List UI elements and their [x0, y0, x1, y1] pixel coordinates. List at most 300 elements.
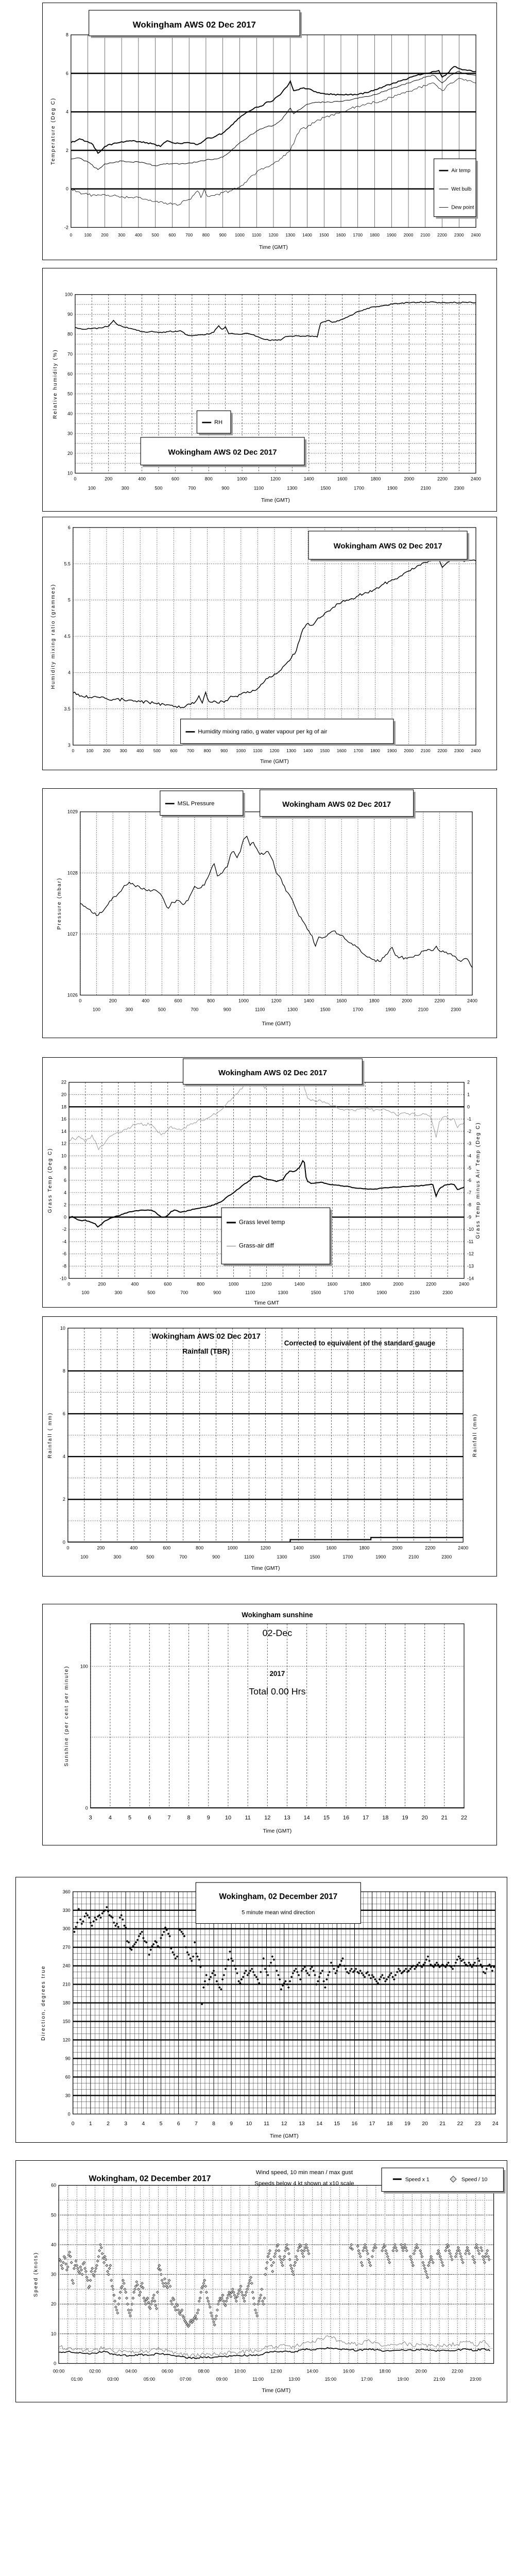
x-tick-label: 1900	[385, 1007, 396, 1012]
x-tick-label: 2200	[425, 1545, 436, 1551]
x-tick-label: 23	[474, 2121, 481, 2127]
x-tick-label: 800	[203, 748, 211, 754]
x-tick-label: 1700	[353, 748, 364, 754]
temperature-chart	[43, 3, 496, 259]
y2-axis-title: Rainfall (mm)	[472, 1413, 478, 1458]
x-tick-label: 2200	[437, 232, 447, 238]
x-tick-label: 1400	[302, 232, 312, 238]
y-tick-label: 1029	[67, 809, 78, 815]
series-speed-x-1	[59, 2348, 490, 2359]
chart-panel-grass-temperature	[42, 1057, 497, 1308]
x-tick-label: 2400	[470, 476, 481, 482]
x-tick-label: 800	[196, 1545, 204, 1551]
legend-label: Speed / 10	[461, 2177, 488, 2183]
chart-box	[197, 411, 231, 433]
chart-panel-sunshine	[42, 1604, 497, 1845]
y2-tick-label: -11	[467, 1239, 474, 1244]
x-tick-label: 1500	[311, 1290, 321, 1296]
x-tick-label: 1300	[286, 748, 296, 754]
x-tick-label: 11	[264, 2121, 269, 2127]
x-tick-label: 1600	[336, 998, 347, 1004]
y-tick-label: 20	[67, 450, 73, 456]
x-tick-label: 400	[134, 232, 142, 238]
x-tick-label: 200	[97, 1545, 105, 1551]
y-tick-label: 6	[67, 524, 71, 530]
y-tick-label: 8	[65, 32, 68, 38]
x-tick-label: 12:00	[270, 2368, 282, 2374]
y-tick-label: 10	[67, 470, 73, 476]
x-tick-label: 1400	[303, 476, 314, 482]
x-tick-label: 14	[316, 2121, 322, 2127]
y2-tick-label: -6	[467, 1178, 472, 1183]
x-tick-label: 1000	[236, 748, 246, 754]
x-tick-label: 100	[80, 1554, 89, 1560]
x-tick-label: 1300	[277, 1554, 287, 1560]
chart-panel-relative-humidity	[42, 268, 497, 512]
x-tick-label: 900	[213, 1290, 221, 1296]
x-tick-label: 100	[93, 1007, 100, 1012]
y2-tick-label: -13	[467, 1263, 474, 1269]
x-tick-label: 1900	[387, 748, 397, 754]
x-tick-label: 2100	[420, 232, 431, 238]
x-tick-label: 800	[197, 1281, 205, 1287]
x-tick-label: 22:00	[452, 2368, 464, 2374]
y-tick-label: 6	[63, 1178, 66, 1183]
y-tick-label: 50	[51, 2212, 57, 2218]
y-tick-label: 5.5	[64, 561, 71, 567]
y-tick-label: 22	[61, 1079, 66, 1085]
humidity-mixing-ratio-chart	[43, 517, 496, 769]
legend-label: Grass-air diff	[238, 1242, 274, 1249]
grass-temperature-chart	[43, 1058, 496, 1307]
x-tick-label: 600	[163, 1545, 171, 1551]
y-tick-label: 20	[61, 1092, 66, 1097]
x-tick-label: 21:00	[433, 2377, 445, 2382]
x-tick-label: 16:00	[342, 2368, 355, 2374]
y-axis-title: Humidity mixing ratio (grammes)	[50, 583, 57, 689]
x-tick-label: 22	[457, 2121, 464, 2127]
x-tick-label: 100	[88, 485, 96, 491]
y2-tick-label: -4	[467, 1153, 472, 1159]
y-tick-label: 330	[62, 1907, 71, 1913]
x-tick-label: 10:00	[234, 2368, 246, 2374]
series-humidity-mixing-ratio-g-water-vapour-per-kg-of-air	[73, 555, 476, 707]
y2-tick-label: -5	[467, 1165, 472, 1171]
x-tick-label: 1200	[268, 232, 279, 238]
y-tick-label: 30	[51, 2272, 57, 2277]
x-tick-label: 19:00	[397, 2377, 409, 2382]
y-tick-label: 4	[65, 109, 68, 115]
x-tick-label: 17	[369, 2121, 375, 2127]
x-tick-label: 200	[102, 748, 111, 754]
y-tick-label: 0	[54, 2361, 57, 2366]
x-tick-label: 300	[119, 748, 127, 754]
x-tick-label: 06:00	[161, 2368, 174, 2374]
x-tick-label: 13	[284, 1815, 290, 1821]
x-tick-label: 18	[382, 1815, 389, 1821]
x-tick-label: 100	[84, 232, 92, 238]
y-axis-title: Rainfall ( mm)	[47, 1412, 54, 1459]
x-tick-label: 900	[219, 232, 227, 238]
x-tick-label: 1500	[310, 1554, 320, 1560]
legend-label: RH	[214, 419, 222, 426]
x-tick-label: 2100	[418, 1007, 428, 1012]
x-tick-label: 10	[246, 2121, 252, 2127]
series-msl-pressure	[80, 836, 472, 968]
x-tick-label: 2300	[441, 1554, 452, 1560]
x-tick-label: 19	[404, 2121, 410, 2127]
x-tick-label: 500	[158, 1007, 166, 1012]
x-tick-label: 15:00	[324, 2377, 337, 2382]
x-tick-label: 1100	[244, 1554, 254, 1560]
x-tick-label: 2300	[454, 232, 464, 238]
x-tick-label: 2200	[434, 998, 445, 1004]
y-tick-label: -10	[60, 1276, 66, 1281]
y-tick-label: 1026	[67, 992, 78, 998]
x-tick-label: 2000	[393, 1281, 404, 1287]
x-tick-label: 02:00	[89, 2368, 101, 2374]
y-tick-label: 4.5	[64, 634, 71, 639]
x-tick-label: 1800	[370, 748, 380, 754]
relative-humidity-chart	[43, 268, 496, 511]
box-text: Wokingham AWS 02 Dec 2017	[168, 448, 277, 457]
x-tick-label: 15	[334, 2121, 340, 2127]
y-tick-label: 60	[65, 2074, 71, 2080]
x-tick-label: 20	[421, 1815, 428, 1821]
x-tick-label: 1500	[320, 748, 330, 754]
y-tick-label: 90	[65, 2056, 71, 2061]
y-tick-label: -4	[62, 1239, 66, 1244]
y-tick-label: 2	[63, 1202, 66, 1208]
x-tick-label: 900	[212, 1554, 220, 1560]
x-tick-label: 17:00	[361, 2377, 373, 2382]
x-tick-label: 11:00	[252, 2377, 264, 2382]
y-tick-label: 0	[85, 1805, 88, 1811]
y-tick-label: 0	[63, 1214, 66, 1220]
x-axis-title: Time (GMT)	[262, 2388, 291, 2394]
series-speed-10	[58, 2243, 490, 2327]
y2-tick-label: 0	[467, 1104, 470, 1110]
x-tick-label: 1600	[337, 476, 348, 482]
x-tick-label: 700	[180, 1290, 188, 1296]
y-tick-label: 30	[67, 431, 73, 436]
x-tick-label: 1200	[260, 1545, 271, 1551]
x-tick-label: 2000	[402, 998, 413, 1004]
x-tick-label: 200	[101, 232, 109, 238]
y-tick-label: 90	[67, 312, 73, 317]
x-tick-label: 1300	[287, 1007, 298, 1012]
x-tick-label: 1400	[293, 1545, 304, 1551]
x-tick-label: 1700	[353, 1007, 363, 1012]
y-tick-label: 10	[51, 2331, 57, 2336]
x-tick-label: 4	[108, 1815, 112, 1821]
y-tick-label: 10	[60, 1325, 65, 1331]
x-axis-title: Time (GMT)	[262, 1021, 291, 1027]
x-tick-label: 16	[351, 2121, 358, 2127]
x-tick-label: 1	[89, 2121, 92, 2127]
x-tick-label: 24	[492, 2121, 499, 2127]
x-tick-label: 1700	[353, 232, 363, 238]
x-tick-label: 700	[191, 1007, 199, 1012]
x-tick-label: 1300	[285, 232, 296, 238]
x-tick-label: 04:00	[125, 2368, 137, 2374]
x-tick-label: 2100	[420, 485, 431, 491]
box-text: Wokingham AWS 02 Dec 2017	[218, 1069, 327, 1077]
x-tick-label: 1200	[261, 1281, 272, 1287]
x-tick-label: 1900	[386, 232, 397, 238]
chart-text: Total 0.00 Hrs	[249, 1686, 306, 1697]
box-text: Wokingham AWS 02 Dec 2017	[282, 800, 391, 809]
x-tick-label: 14:00	[306, 2368, 318, 2374]
rainfall-chart	[43, 1317, 496, 1575]
y-tick-label: 2	[62, 1497, 65, 1502]
x-tick-label: 5	[159, 2121, 163, 2127]
x-tick-label: 21	[441, 1815, 448, 1821]
msl-pressure-chart	[43, 789, 496, 1037]
x-tick-label: 1800	[369, 998, 380, 1004]
y-tick-label: 120	[62, 2037, 71, 2043]
x-tick-label: 2100	[409, 1290, 420, 1296]
chart-text: Wokingham sunshine	[242, 1611, 313, 1619]
y2-tick-label: 1	[467, 1092, 470, 1097]
legend-label: MSL Pressure	[177, 800, 215, 807]
x-tick-label: 1500	[319, 232, 329, 238]
x-tick-label: 2000	[404, 476, 415, 482]
y-tick-label: -8	[62, 1263, 66, 1269]
x-tick-label: 200	[109, 998, 117, 1004]
y2-tick-label: -9	[467, 1214, 472, 1220]
x-axis-title: Time (GMT)	[251, 1566, 280, 1572]
x-tick-label: 2300	[454, 748, 464, 754]
x-tick-label: 10	[225, 1815, 232, 1821]
x-tick-label: 700	[185, 232, 193, 238]
x-tick-label: 2400	[471, 232, 481, 238]
y-axis-title: Pressure (mbar)	[57, 877, 63, 930]
x-tick-label: 2200	[437, 476, 448, 482]
x-tick-label: 13	[299, 2121, 305, 2127]
x-tick-label: 17	[363, 1815, 369, 1821]
y-tick-label: 3.5	[64, 706, 71, 711]
x-tick-label: 20	[422, 2121, 428, 2127]
box-text: Wokingham AWS 02 Dec 2017	[132, 20, 256, 30]
x-tick-label: 1000	[237, 476, 248, 482]
x-tick-label: 13:00	[288, 2377, 300, 2382]
x-tick-label: 0	[71, 2121, 75, 2127]
y-tick-label: 6	[65, 71, 68, 76]
y-tick-label: 60	[67, 371, 73, 377]
y-tick-label: 8	[62, 1368, 65, 1374]
y-tick-label: 270	[62, 1944, 71, 1950]
x-tick-label: 2200	[426, 1281, 437, 1287]
legend-label: Humidity mixing ratio, g water vapour per kg of air	[198, 728, 328, 735]
x-tick-label: 6	[177, 2121, 180, 2127]
chart-text: 02-Dec	[262, 1628, 293, 1638]
x-tick-label: 1900	[376, 1290, 387, 1296]
x-tick-label: 8	[187, 1815, 191, 1821]
x-tick-label: 1100	[255, 1007, 265, 1012]
x-tick-label: 2100	[420, 748, 431, 754]
x-tick-label: 300	[121, 485, 129, 491]
x-tick-label: 900	[220, 748, 228, 754]
x-tick-label: 1100	[253, 485, 264, 491]
x-tick-label: 11	[245, 1815, 251, 1821]
chart-text: 2017	[269, 1670, 285, 1678]
y-tick-label: 40	[51, 2242, 57, 2247]
x-tick-label: 600	[171, 476, 179, 482]
x-tick-label: 800	[207, 998, 215, 1004]
chart-text: Rainfall (TBR)	[182, 1347, 230, 1355]
y-tick-label: 4	[63, 1190, 66, 1195]
x-tick-label: 1100	[245, 1290, 255, 1296]
x-tick-label: 7	[167, 1815, 171, 1821]
x-tick-label: 700	[179, 1554, 187, 1560]
x-tick-label: 12	[264, 1815, 271, 1821]
y-tick-label: 210	[62, 1981, 71, 1987]
x-tick-label: 20:00	[415, 2368, 427, 2374]
x-tick-label: 500	[151, 232, 159, 238]
y-tick-label: 10	[61, 1153, 66, 1159]
x-tick-label: 1600	[327, 1281, 338, 1287]
x-tick-label: 2000	[392, 1545, 403, 1551]
y2-tick-label: -14	[467, 1276, 474, 1281]
box-text: Wokingham AWS 02 Dec 2017	[333, 542, 442, 551]
x-axis-title: Time (GMT)	[261, 498, 290, 504]
y-tick-label: 60	[51, 2182, 57, 2188]
x-tick-label: 2000	[404, 748, 414, 754]
x-tick-label: 1700	[344, 1290, 354, 1296]
x-tick-label: 1200	[270, 476, 281, 482]
x-tick-label: 2300	[442, 1290, 453, 1296]
x-tick-label: 500	[154, 485, 163, 491]
x-tick-label: 09:00	[216, 2377, 228, 2382]
x-tick-label: 800	[204, 476, 213, 482]
x-tick-label: 7	[194, 2121, 198, 2127]
x-tick-label: 1100	[253, 748, 263, 754]
y-tick-label: 1028	[67, 870, 78, 876]
x-tick-label: 07:00	[180, 2377, 192, 2382]
x-tick-label: 1600	[326, 1545, 337, 1551]
y-tick-label: 300	[62, 1926, 71, 1931]
y-axis-title: Grass Temp (Deg C)	[47, 1147, 54, 1213]
x-tick-label: 08:00	[198, 2368, 210, 2374]
chart-panel-wind-direction	[15, 1877, 507, 2143]
x-tick-label: 01:00	[71, 2377, 83, 2382]
x-tick-label: 200	[98, 1281, 106, 1287]
chart-text: Speeds below 4 kt shown at x10 scale	[254, 2180, 354, 2187]
x-tick-label: 1400	[303, 748, 313, 754]
x-tick-label: 100	[86, 748, 94, 754]
x-tick-label: 15	[323, 1815, 330, 1821]
y-tick-label: 5	[67, 597, 71, 603]
x-tick-label: 0	[70, 232, 73, 238]
x-tick-label: 0	[72, 748, 75, 754]
x-tick-label: 00:00	[53, 2368, 65, 2374]
y-tick-label: 80	[67, 331, 73, 337]
y-tick-label: 16	[61, 1116, 66, 1122]
x-tick-label: 18	[386, 2121, 393, 2127]
y2-tick-label: -7	[467, 1190, 472, 1195]
x-tick-label: 200	[105, 476, 113, 482]
y2-tick-label: -3	[467, 1141, 472, 1146]
x-tick-label: 1600	[336, 232, 346, 238]
x-tick-label: 300	[125, 1007, 133, 1012]
chart-panel-msl-pressure	[42, 788, 497, 1038]
y2-tick-label: -8	[467, 1202, 472, 1208]
x-tick-label: 2	[107, 2121, 110, 2127]
x-tick-label: 800	[202, 232, 210, 238]
x-tick-label: 2400	[458, 1545, 469, 1551]
chart-text: Wokingham, 02 December 2017	[89, 2174, 211, 2183]
y2-tick-label: 2	[467, 1079, 470, 1085]
y-tick-label: -2	[62, 1227, 66, 1232]
x-tick-label: 300	[118, 232, 126, 238]
x-tick-label: 1100	[252, 232, 262, 238]
chart-box	[196, 1883, 360, 1924]
y-tick-label: 8	[63, 1165, 66, 1171]
x-tick-label: 900	[221, 485, 230, 491]
x-tick-label: 500	[147, 1290, 156, 1296]
x-tick-label: 1800	[360, 1281, 371, 1287]
x-tick-label: 3	[89, 1815, 92, 1821]
y-tick-label: 360	[62, 1889, 71, 1894]
y-tick-label: 100	[65, 292, 73, 297]
x-tick-label: 700	[188, 485, 196, 491]
x-tick-label: 3	[124, 2121, 128, 2127]
x-tick-label: 700	[186, 748, 195, 754]
y-tick-label: 14	[61, 1128, 66, 1134]
x-tick-label: 2400	[471, 748, 481, 754]
y-tick-label: -2	[64, 225, 68, 230]
legend-label: Dew point	[451, 205, 474, 211]
y-tick-label: 18	[61, 1104, 66, 1110]
wind-speed-chart	[16, 2161, 506, 2401]
x-tick-label: 2100	[408, 1554, 419, 1560]
x-tick-label: 300	[114, 1290, 123, 1296]
x-tick-label: 14	[303, 1815, 310, 1821]
x-tick-label: 0	[67, 1281, 71, 1287]
chart-panel-temperature	[42, 3, 497, 260]
x-tick-label: 900	[223, 1007, 231, 1012]
x-tick-label: 1500	[320, 485, 331, 491]
y-tick-label: 50	[67, 391, 73, 397]
x-tick-label: 2400	[467, 998, 477, 1004]
x-tick-label: 100	[81, 1290, 90, 1296]
x-axis-title: Time (GMT)	[263, 1828, 292, 1835]
x-tick-label: 1700	[342, 1554, 353, 1560]
x-tick-label: 9	[230, 2121, 233, 2127]
x-tick-label: 9	[207, 1815, 210, 1821]
x-tick-label: 1000	[235, 232, 245, 238]
x-tick-label: 18:00	[379, 2368, 391, 2374]
y-tick-label: 12	[61, 1141, 66, 1146]
x-axis-title: Time (GMT)	[260, 759, 289, 765]
legend-label: Grass level temp	[238, 1218, 285, 1226]
x-axis-title: Time GMT	[254, 1300, 279, 1307]
x-tick-label: 600	[170, 748, 178, 754]
x-tick-label: 5	[128, 1815, 132, 1821]
sunshine-chart	[43, 1604, 496, 1844]
x-tick-label: 1400	[303, 998, 314, 1004]
y-tick-label: 1027	[67, 931, 78, 937]
x-tick-label: 300	[113, 1554, 122, 1560]
y2-tick-label: -2	[467, 1128, 472, 1134]
y-tick-label: 180	[62, 2000, 71, 2006]
chart-panel-humidity-mixing-ratio	[42, 517, 497, 770]
x-tick-label: 1000	[227, 1545, 238, 1551]
x-tick-label: 400	[138, 476, 146, 482]
y2-tick-label: -12	[467, 1251, 474, 1257]
x-tick-label: 0	[79, 998, 82, 1004]
